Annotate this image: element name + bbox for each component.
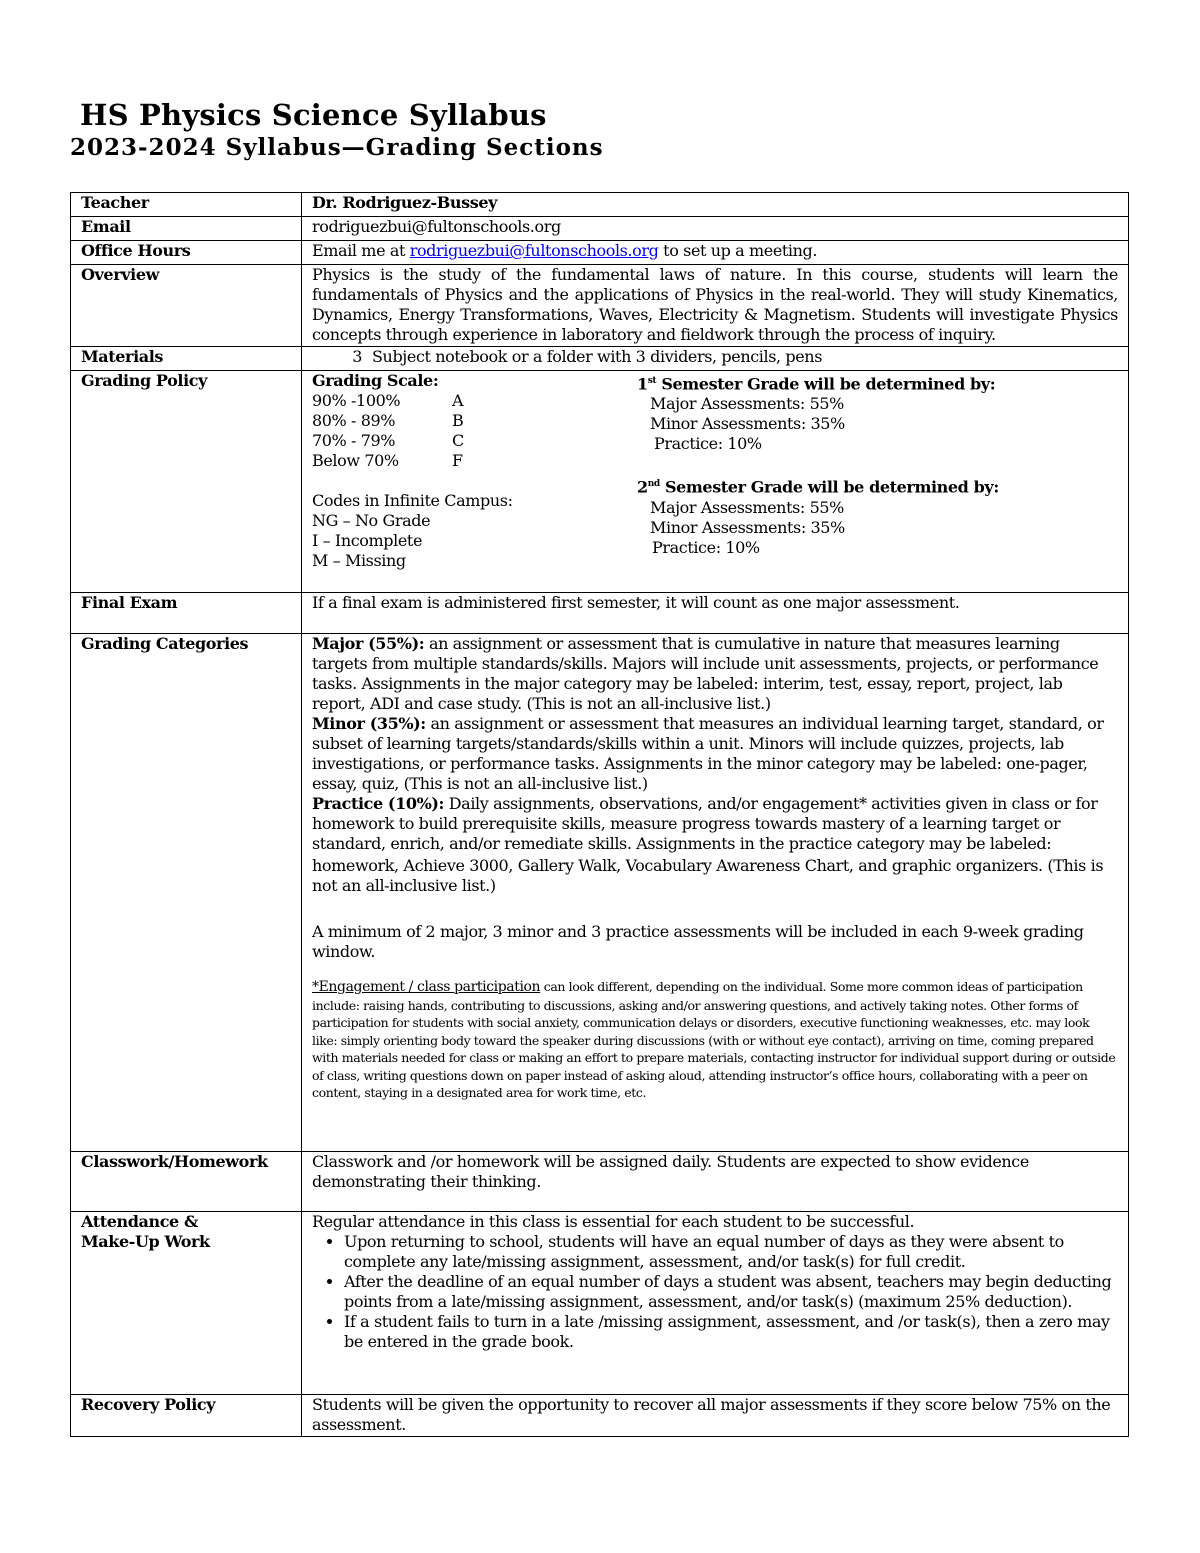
semester-weights (637, 371, 1057, 558)
semester1-number: 1 (637, 374, 648, 394)
scale-grade: F (452, 451, 463, 470)
semester2-item: Minor Assessments: 35% (650, 517, 845, 537)
row-label: Final Exam (71, 593, 302, 634)
row-label: Classwork/Homework (71, 1152, 302, 1212)
semester2-item: Major Assessments: 55% (650, 497, 844, 517)
table-row-classwork (71, 1152, 1129, 1212)
semester2-suffix: nd (647, 479, 660, 490)
row-label: Recovery Policy (71, 1395, 302, 1437)
teacher-name: Dr. Rodriguez-Bussey (302, 193, 1129, 217)
materials-value (302, 347, 1129, 371)
scale-range: Below 70% (312, 451, 399, 470)
row-label: Grading Policy (71, 371, 302, 593)
practice-examples: homework, Achieve 3000, Gallery Walk, Vocabulary Awareness Chart, and graphic organizers. (This is not an all-inclusive list.) (312, 856, 1104, 895)
minor-label: Minor (35%): (312, 714, 426, 733)
email-value: rodriguezbui@fultonschools.org (302, 217, 1129, 241)
syllabus-table (70, 192, 1129, 1437)
semester2-number: 2 (637, 477, 648, 497)
document-title: HS Physics Science Syllabus (80, 98, 547, 132)
office-hours-value (302, 241, 1129, 265)
row-label: Materials (71, 347, 302, 371)
attendance-label-line2: Make-Up Work (81, 1232, 210, 1251)
scale-range: 80% - 89% (312, 411, 396, 430)
grading-categories-cell (302, 634, 1129, 1152)
engagement-note (312, 978, 1118, 1102)
scale-grade: A (452, 391, 464, 410)
attendance-list (312, 1232, 1118, 1352)
table-row-grading-policy (71, 371, 1129, 593)
code-item: I – Incomplete (312, 531, 423, 550)
major-text: an assignment or assessment that is cumulative in nature that measures learning targets from multiple standards/skills. Majors will include unit assessments, projects, or performance tasks. Assignments in the major category may be labeled: interim, test, essay, report, project, lab report, ADI and case study. (This is not an all-inclusive list.) (312, 634, 1099, 713)
table-row-materials (71, 347, 1129, 371)
grading-policy-cell (302, 371, 1129, 593)
list-item: • After the deadline of an equal number of days a student was absent, teachers may begin deducting points from a late/missing assignment, assessment, and/or task(s) (maximum 25% deduction). (344, 1272, 1118, 1312)
scale-grade: C (452, 431, 464, 450)
grading-scale-title: Grading Scale: (312, 371, 439, 390)
semester1-title (637, 371, 1057, 394)
table-row-recovery (71, 1395, 1129, 1437)
list-item: • If a student fails to turn in a late /missing assignment, assessment, and /or task(s), then a zero may be entered in the grade book. (344, 1312, 1118, 1352)
table-row-office-hours (71, 241, 1129, 265)
code-item: NG – No Grade (312, 511, 431, 530)
attendance-intro: Regular attendance in this class is essential for each student to be successful. (312, 1212, 915, 1231)
minor-text: an assignment or assessment that measures an individual learning target, standard, or subset of learning targets/standards/skills within a unit. Minors will include quizzes, projects, lab investigations, or performance tasks. Assignments in the minor category may be labeled: one-pager, essay, quiz, (This is not an all-inclusive list.) (312, 714, 1104, 793)
semester1-item: Minor Assessments: 35% (650, 414, 845, 434)
semester1-item: Major Assessments: 55% (650, 394, 844, 414)
office-hours-prefix: Email me at (312, 241, 410, 260)
practice-category (312, 794, 1118, 854)
office-hours-suffix: to set up a meeting. (658, 241, 818, 260)
table-row-overview (71, 265, 1129, 347)
scale-range: 90% -100% (312, 391, 401, 410)
attendance-label-line1: Attendance & (81, 1212, 199, 1231)
semester1-item: Practice: 10% (654, 434, 762, 454)
row-label: Teacher (71, 193, 302, 217)
codes-title: Codes in Infinite Campus: (312, 491, 513, 510)
semester1-title-text: Semester Grade will be determined by: (656, 374, 996, 394)
table-row-teacher (71, 193, 1129, 217)
code-item: M – Missing (312, 551, 406, 570)
grading-scale (312, 371, 632, 571)
attendance-cell (302, 1212, 1129, 1395)
materials-text: Subject notebook or a folder with 3 dividers, pencils, pens (372, 347, 823, 366)
scale-grade: B (452, 411, 464, 430)
semester1-suffix: st (647, 376, 657, 386)
table-row-email (71, 217, 1129, 241)
overview-text: Physics is the study of the fundamental laws of nature. In this course, students will learn the fundamentals of Physics and the applications of Physics in the real-world. They will study Kinematics, Dynamics, Energy Transformations, Waves, Electricity & Magnetism. Students will investigate Physics concepts through experience in laboratory and fieldwork through the process of inquiry. (302, 265, 1129, 347)
major-category (312, 634, 1118, 714)
final-exam-text: If a final exam is administered first semester, it will count as one major assessment. (302, 593, 1129, 634)
email-link[interactable]: rodriguezbui@fultonschools.org (409, 241, 659, 260)
engagement-text: can look different, depending on the individual. Some more common ideas of participation include: raising hands, contributing to discussions, asking and/or answering questions, and actively taking notes. Other forms of participation for students with social anxiety, communication delays or disorders, executive functioning weaknesses, etc. may look like: simply orienting body toward the speaker during discussions (with or without eye contact), arriving on time, coming prepared with materials needed for class or making an effort to prepare materials, contacting instructor for individual support during or outside of class, writing questions down on paper instead of asking aloud, attending instructor’s office hours, collaborating with a peer on content, staying in a designated area for work time, etc. (312, 979, 1116, 1100)
semester2-title-text: Semester Grade will be determined by: (659, 477, 999, 497)
table-row-grading-categories (71, 634, 1129, 1152)
row-label: Grading Categories (71, 634, 302, 1152)
scale-row (312, 451, 632, 471)
row-label (71, 1212, 302, 1395)
classwork-text: Classwork and /or homework will be assigned daily. Students are expected to show evidence demonstrating their thinking. (302, 1152, 1129, 1212)
list-item: • Upon returning to school, students will have an equal number of days as they were absent to complete any late/missing assignment, assessment, and/or task(s) for full credit. (344, 1232, 1118, 1272)
table-row-final-exam (71, 593, 1129, 634)
practice-label: Practice (10%): (312, 794, 445, 813)
practice-text: Daily assignments, observations, and/or engagement* activities given in class or for homework to build prerequisite skills, measure progress towards mastery of a learning target or standard, enrich, and/or remediate skills. Assignments in the practice category may be labeled: (312, 794, 1098, 853)
scale-range: 70% - 79% (312, 431, 396, 450)
semester2-item: Practice: 10% (652, 537, 760, 557)
scale-row (312, 411, 632, 431)
minimum-assessments: A minimum of 2 major, 3 minor and 3 practice assessments will be included in each 9-week grading window. (312, 922, 1084, 961)
recovery-text: Students will be given the opportunity to recover all major assessments if they score below 75% on the assessment. (302, 1395, 1129, 1437)
major-label: Major (55%): (312, 634, 425, 653)
engagement-label: *Engagement / class participation (312, 979, 541, 995)
materials-number: 3 (352, 347, 362, 366)
document-subtitle: 2023-2024 Syllabus—Grading Sections (70, 134, 604, 161)
semester2-title (637, 474, 1057, 497)
scale-row (312, 391, 632, 411)
row-label: Office Hours (71, 241, 302, 265)
scale-row (312, 431, 632, 451)
table-row-attendance (71, 1212, 1129, 1395)
minor-category (312, 714, 1118, 794)
row-label: Overview (71, 265, 302, 347)
row-label: Email (71, 217, 302, 241)
